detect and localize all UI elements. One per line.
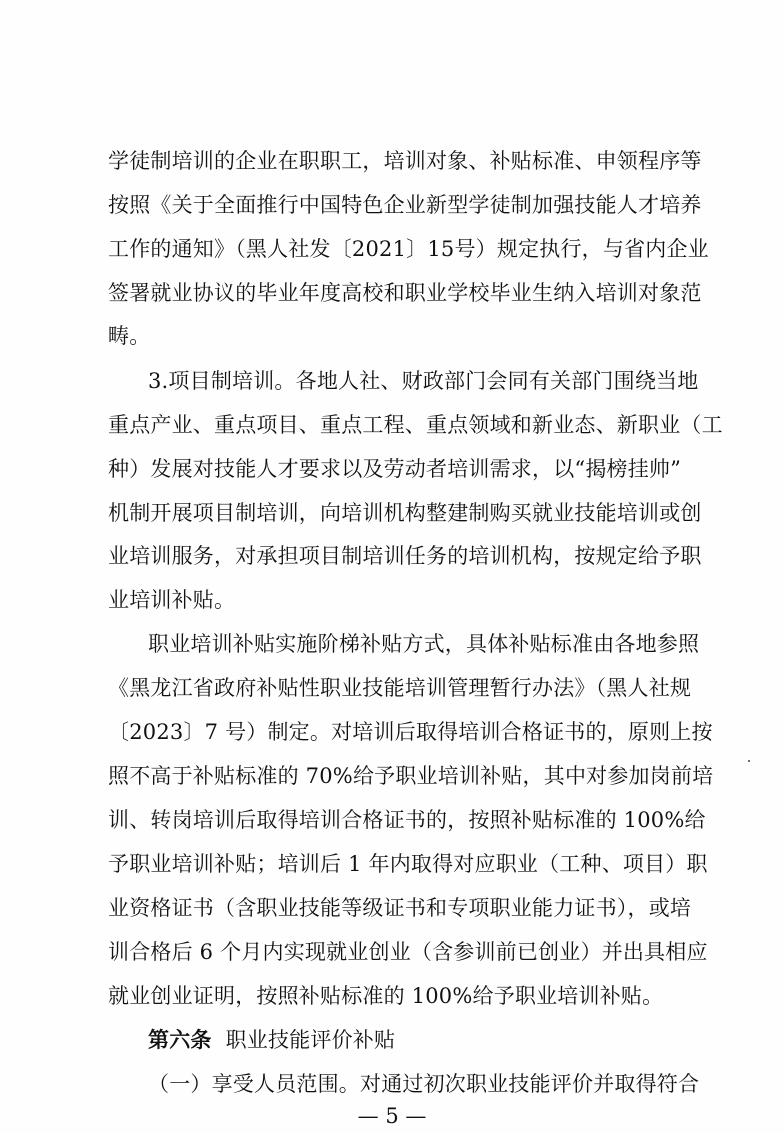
paragraph-1-line-1: 学徒制培训的企业在职职工，培训对象、补贴标准、申领程序等 bbox=[108, 149, 702, 173]
article-heading-line bbox=[148, 1025, 395, 1055]
paragraph-3-line-3: 〔2023〕7 号）制定。对培训后取得培训合格证书的，原则上按 bbox=[108, 720, 713, 744]
paragraph-2-line-5: 业培训服务，对承担项目制培训任务的培训机构，按规定给予职 bbox=[108, 544, 702, 568]
paragraph-3-line-6: 予职业培训补贴；培训后 1 年内取得对应职业（工种、项目）职 bbox=[108, 852, 708, 876]
paragraph-1-line-5: 畴。 bbox=[108, 324, 151, 348]
paragraph-1-line-3: 工作的通知》（黑人社发〔2021〕15号）规定执行，与省内企业 bbox=[108, 237, 709, 261]
paragraph-3-line-9: 就业创业证明，按照补贴标准的 100%给予职业培训补贴。 bbox=[108, 984, 664, 1008]
paragraph-3-line-7: 业资格证书（含职业技能等级证书和专项职业能力证书），或培 bbox=[108, 896, 692, 920]
paragraph-3-line-8: 训合格后 6 个月内实现就业创业（含参训前已创业）并出具相应 bbox=[108, 940, 708, 964]
paragraph-4-line-1: （一）享受人员范围。对通过初次职业技能评价并取得符合 bbox=[148, 1072, 700, 1096]
paragraph-3-line-2: 《黑龙江省政府补贴性职业技能培训管理暂行办法》（黑人社规 bbox=[108, 676, 692, 700]
paragraph-3-line-4: 照不高于补贴标准的 70%给予职业培训补贴，其中对参加岗前培 bbox=[108, 764, 714, 788]
page-number: — 5 — bbox=[357, 1104, 427, 1128]
paragraph-2-line-4: 机制开展项目制培训，向培训机构整建制购买就业技能培训或创 bbox=[108, 501, 702, 525]
paragraph-2-line-1: 3.项目制培训。各地人社、财政部门会同有关部门围绕当地 bbox=[148, 369, 699, 393]
article-title: 职业技能评价补贴 bbox=[225, 1028, 396, 1052]
paragraph-1-line-4: 签署就业协议的毕业年度高校和职业学校毕业生纳入培训对象范 bbox=[108, 281, 702, 305]
paragraph-1-line-2: 按照《关于全面推行中国特色企业新型学徒制加强技能人才培养 bbox=[108, 193, 702, 217]
paragraph-3-line-1: 职业培训补贴实施阶梯补贴方式，具体补贴标准由各地参照 bbox=[148, 632, 700, 656]
paragraph-2-line-2: 重点产业、重点项目、重点工程、重点领域和新业态、新职业（工 bbox=[108, 413, 723, 437]
paragraph-2-line-6: 业培训补贴。 bbox=[108, 588, 236, 612]
scan-speck bbox=[748, 760, 750, 762]
article-number: 第六条 bbox=[148, 1028, 212, 1052]
paragraph-3-line-5: 训、转岗培训后取得培训合格证书的，按照补贴标准的 100%给 bbox=[108, 808, 706, 832]
paragraph-2-line-3: 种）发展对技能人才要求以及劳动者培训需求，以“揭榜挂帅” bbox=[108, 457, 682, 481]
